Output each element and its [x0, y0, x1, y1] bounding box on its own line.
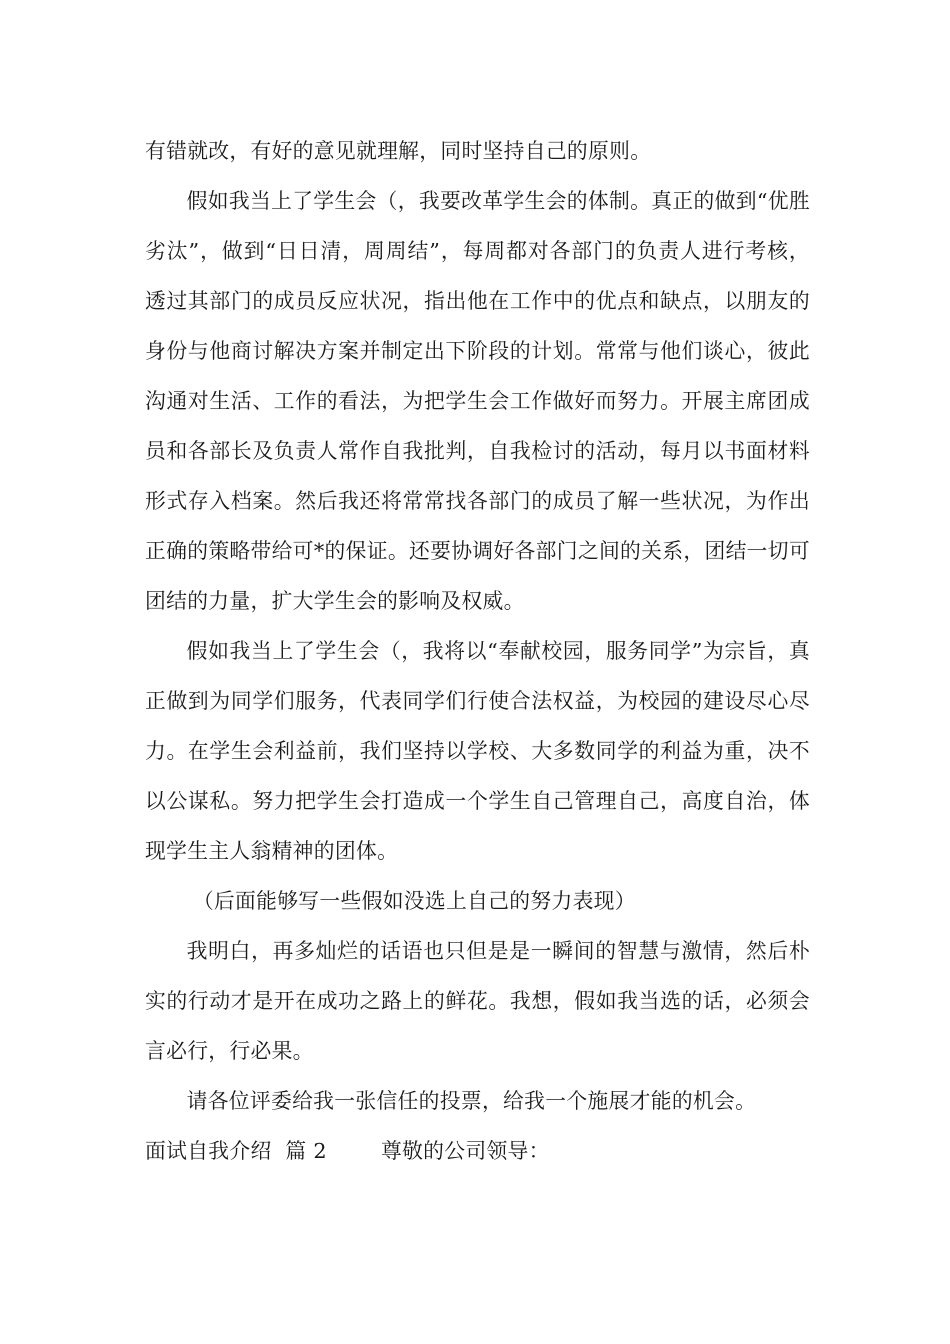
section-greeting: 尊敬的公司领导： — [380, 1139, 550, 1163]
paragraph-continuation: 有错就改，有好的意见就理解，同时坚持自己的原则。 — [145, 139, 652, 163]
section-chapter: 篇 2 — [285, 1139, 327, 1163]
paragraph-note: （后面能够写一些假如没选上自己的努力表现） — [192, 889, 636, 913]
document-body — [145, 126, 810, 1176]
section-heading-line — [145, 1126, 810, 1176]
section-heading: 面试自我介绍 — [145, 1139, 272, 1163]
paragraph-request: 请各位评委给我一张信任的投票，给我一个施展才能的机会。 — [186, 1089, 757, 1113]
paragraph-action: 我明白，再多灿烂的话语也只但是是一瞬间的智慧与激情，然后朴实的行动才是开在成功之路上的鲜花。我想，假如我当选的话，必须会言必行，行必果。 — [145, 939, 810, 1063]
paragraph-service-aim: 假如我当上了学生会（，我将以“奉献校园，服务同学”为宗旨，真正做到为同学们服务，代表同学们行使合法权益，为校园的建设尽心尽力。在学生会利益前，我们坚持以学校、大多数同学的利益为重，决不以公谋私。努力把学生会打造成一个学生自己管理自己，高度自治，体现学生主人翁精神的团体。 — [145, 639, 810, 863]
paragraph-reform-plan: 假如我当上了学生会（，我要改革学生会的体制。真正的做到“优胜劣汰”，做到“日日清，周周结”，每周都对各部门的负责人进行考核，透过其部门的成员反应状况，指出他在工作中的优点和缺点，以朋友的身份与他商讨解决方案并制定出下阶段的计划。常常与他们谈心，彼此沟通对生活、工作的看法，为把学生会工作做好而努力。开展主席团成员和各部长及负责人常作自我批判，自我检讨的活动，每月以书面材料形式存入档案。然后我还将常常找各部门的成员了解一些状况，为作出正确的策略带给可*的保证。还要协调好各部门之间的关系，团结一切可团结的力量，扩大学生会的影响及权威。 — [145, 189, 810, 613]
